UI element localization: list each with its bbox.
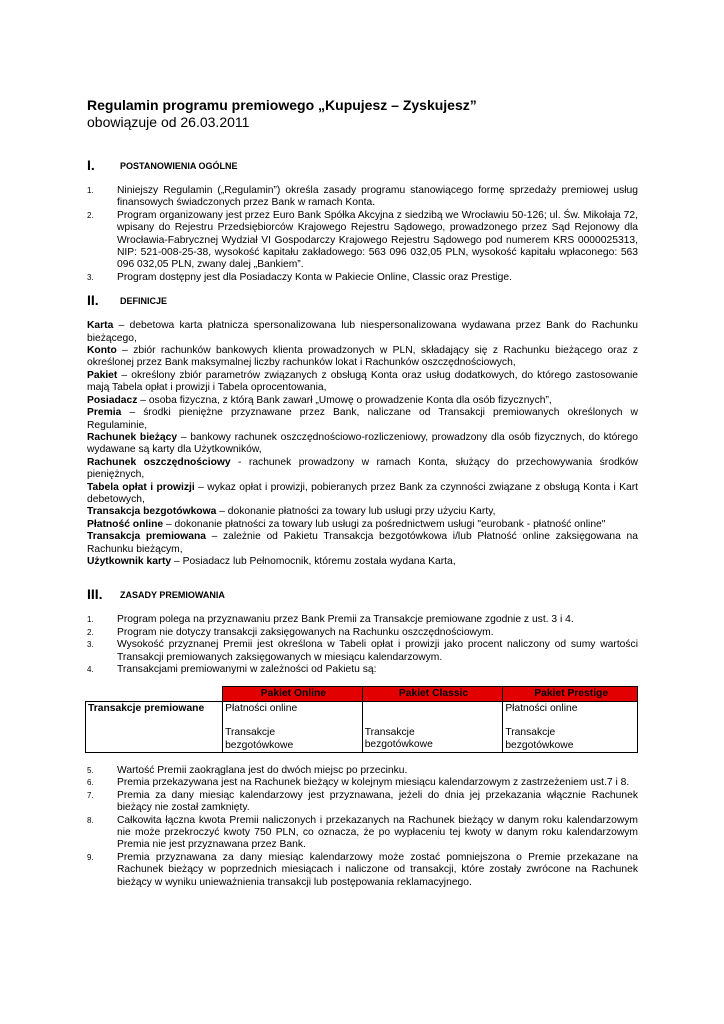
definition: Transakcja premiowana – zależnie od Pakietu Transakcja bezgotówkowa i/lub Płatność online zaksięgowana na Rachunku bieżącym,	[87, 531, 638, 555]
definition: Karta – debetowa karta płatnicza spersonalizowana lub niespersonalizowana wydawana przez Bank do Rachunku bieżącego,	[87, 320, 638, 344]
table-row-label: Transakcje premiowane	[86, 701, 223, 752]
section-heading: I. POSTANOWIENIA OGÓLNE	[87, 157, 238, 173]
definition: Rachunek oszczędnościowy - rachunek prowadzony w ramach Konta, służący do przechowywania środków pieniężnych,	[87, 456, 638, 481]
list-item: 1. Niniejszy Regulamin („Regulamin”) określa zasady programu stanowiącego formę sprzedaży premiowej usług finansowych świadczonych przez Bank w ramach Konta.	[87, 185, 638, 209]
definition: Użytkownik karty – Posiadacz lub Pełnomocnik, któremu została wydana Karta,	[87, 555, 456, 567]
definition: Posiadacz – osoba fizyczna, z którą Bank zawarł „Umowę o prowadzenie Konta dla osób fizycznych”,	[87, 394, 552, 406]
table-header: Pakiet Classic	[362, 687, 503, 701]
list-item: 4. Transakcjami premiowanymi w zależności od Pakietu są:	[87, 664, 377, 675]
premium-table	[85, 686, 638, 753]
list-item: 6. Premia przekazywana jest na Rachunek bieżący w kolejnym miesiącu kalendarzowym z zastrzeżeniem ust.7 i 8.	[87, 777, 630, 789]
list-item: 8. Całkowita łączna kwota Premii naliczonych i przekazanych na Rachunek bieżący w danym roku kalendarzowym nie może przekroczyć kwoty 750 PLN, co oznacza, że po wypłaceniu tej kwoty w danym roku kalendarzowym Premia nie jest przyznawana przez Bank.	[87, 814, 638, 851]
document-title: Regulamin programu premiowego „Kupujesz – Zyskujesz”	[87, 97, 477, 113]
table-cell: Transakcje bezgotówkowe	[362, 701, 503, 752]
document-page	[87, 97, 638, 889]
list-item: 3. Program dostępny jest dla Posiadaczy Konta w Pakiecie Online, Classic oraz Prestige.	[87, 271, 512, 283]
table-header: Pakiet Prestige	[503, 687, 638, 701]
definition: Transakcja bezgotówkowa – dokonanie płatności za towary lub usługi przy użyciu Karty,	[87, 506, 496, 518]
definition: Tabela opłat i prowizji – wykaz opłat i prowizji, pobieranych przez Bank za czynności związane z obsługą Konta i Kart debetowych,	[87, 481, 638, 505]
list-item: 1. Program polega na przyznawaniu przez Bank Premii za Transakcje premiowane zgodnie z ust. 3 i 4.	[87, 614, 574, 626]
list-item: 3. Wysokość przyznanej Premii jest określona w Tabeli opłat i prowizji jako procent naliczony od sumy wartości Transakcji premiowanych zaksięgowanych w miesiącu kalendarzowym.	[87, 639, 638, 663]
definition: Rachunek bieżący – bankowy rachunek oszczędnościowo-rozliczeniowy, prowadzony dla osób fizycznych, do którego wydawane są karty dla Użytkowników,	[87, 431, 639, 456]
document-date: obowiązuje od 26.03.2011	[87, 114, 250, 130]
definition: Premia – środki pieniężne przyznawane przez Bank, naliczane od Transakcji premiowanych określonych w Regulaminie,	[87, 407, 638, 431]
section-heading: III. ZASADY PREMIOWANIA	[87, 586, 225, 603]
list-item: 2. Program organizowany jest przez Euro Bank Spółka Akcyjna z siedzibą we Wrocławiu 50-126; ul. Św. Mikołaja 72, wpisany do Rejestru Przedsiębiorców Krajowego Rejestru Sądowego, prowadzonego przez Sąd Rejonowy dla Wrocławia-Fabrycznej Wydział VI Gospodarczy Krajowego Rejestru Sądowego pod numerem KRS 0000025313, NIP: 521-008-25-38, wysokość kapitału zakładowego: 563 096 032,05 PLN, wysokość kapitału wpłaconego: 563 096 032,05 PLN, zwany dalej „Bankiem”.	[87, 209, 638, 271]
list-item: 2. Program nie dotyczy transakcji zaksięgowanych na Rachunku oszczędnościowym.	[87, 626, 494, 638]
list-item: 7. Premia za dany miesiąc kalendarzowy jest przyznawana, jeżeli do dnia jej przekazania włącznie Rachunek bieżący nie został zamknięty.	[87, 789, 638, 814]
list-item: 5. Wartość Premii zaokrąglana jest do dwóch miejsc po przecinku.	[87, 765, 408, 777]
definition: Płatność online – dokonanie płatności za towary lub usługi za pośrednictwem usługi "eurobank - płatność online"	[87, 518, 606, 530]
definition: Konto – zbiór rachunków bankowych klienta prowadzonych w PLN, składający się z Rachunku bieżącego oraz z określonej przez Bank maksymalnej liczby rachunków lokat i Rachunków oszczędnościowych,	[87, 345, 638, 369]
list-item: 9. Premia przyznawana za dany miesiąc kalendarzowy może zostać pomniejszona o Premie przekazane na Rachunek bieżący w poprzednich miesiącach i naliczone od transakcji, które zostały zwrócone na Rachunek bieżący w wyniku unieważnienia transakcji lub postępowania reklamacyjnego.	[87, 851, 638, 888]
definition: Pakiet – określony zbiór parametrów związanych z obsługą Konta oraz usług dodatkowych, do którego zastosowanie mają Tabela opłat i prowizji i Tabela oprocentowania,	[87, 369, 638, 394]
definitions-list	[87, 320, 638, 568]
section-heading: II. DEFINICJE	[87, 292, 168, 309]
table-cell: Płatności online Transakcje bezgotówkowe	[223, 701, 363, 752]
table-cell: Płatności online Transakcje bezgotówkowe	[503, 701, 638, 752]
table-header: Pakiet Online	[223, 687, 363, 701]
